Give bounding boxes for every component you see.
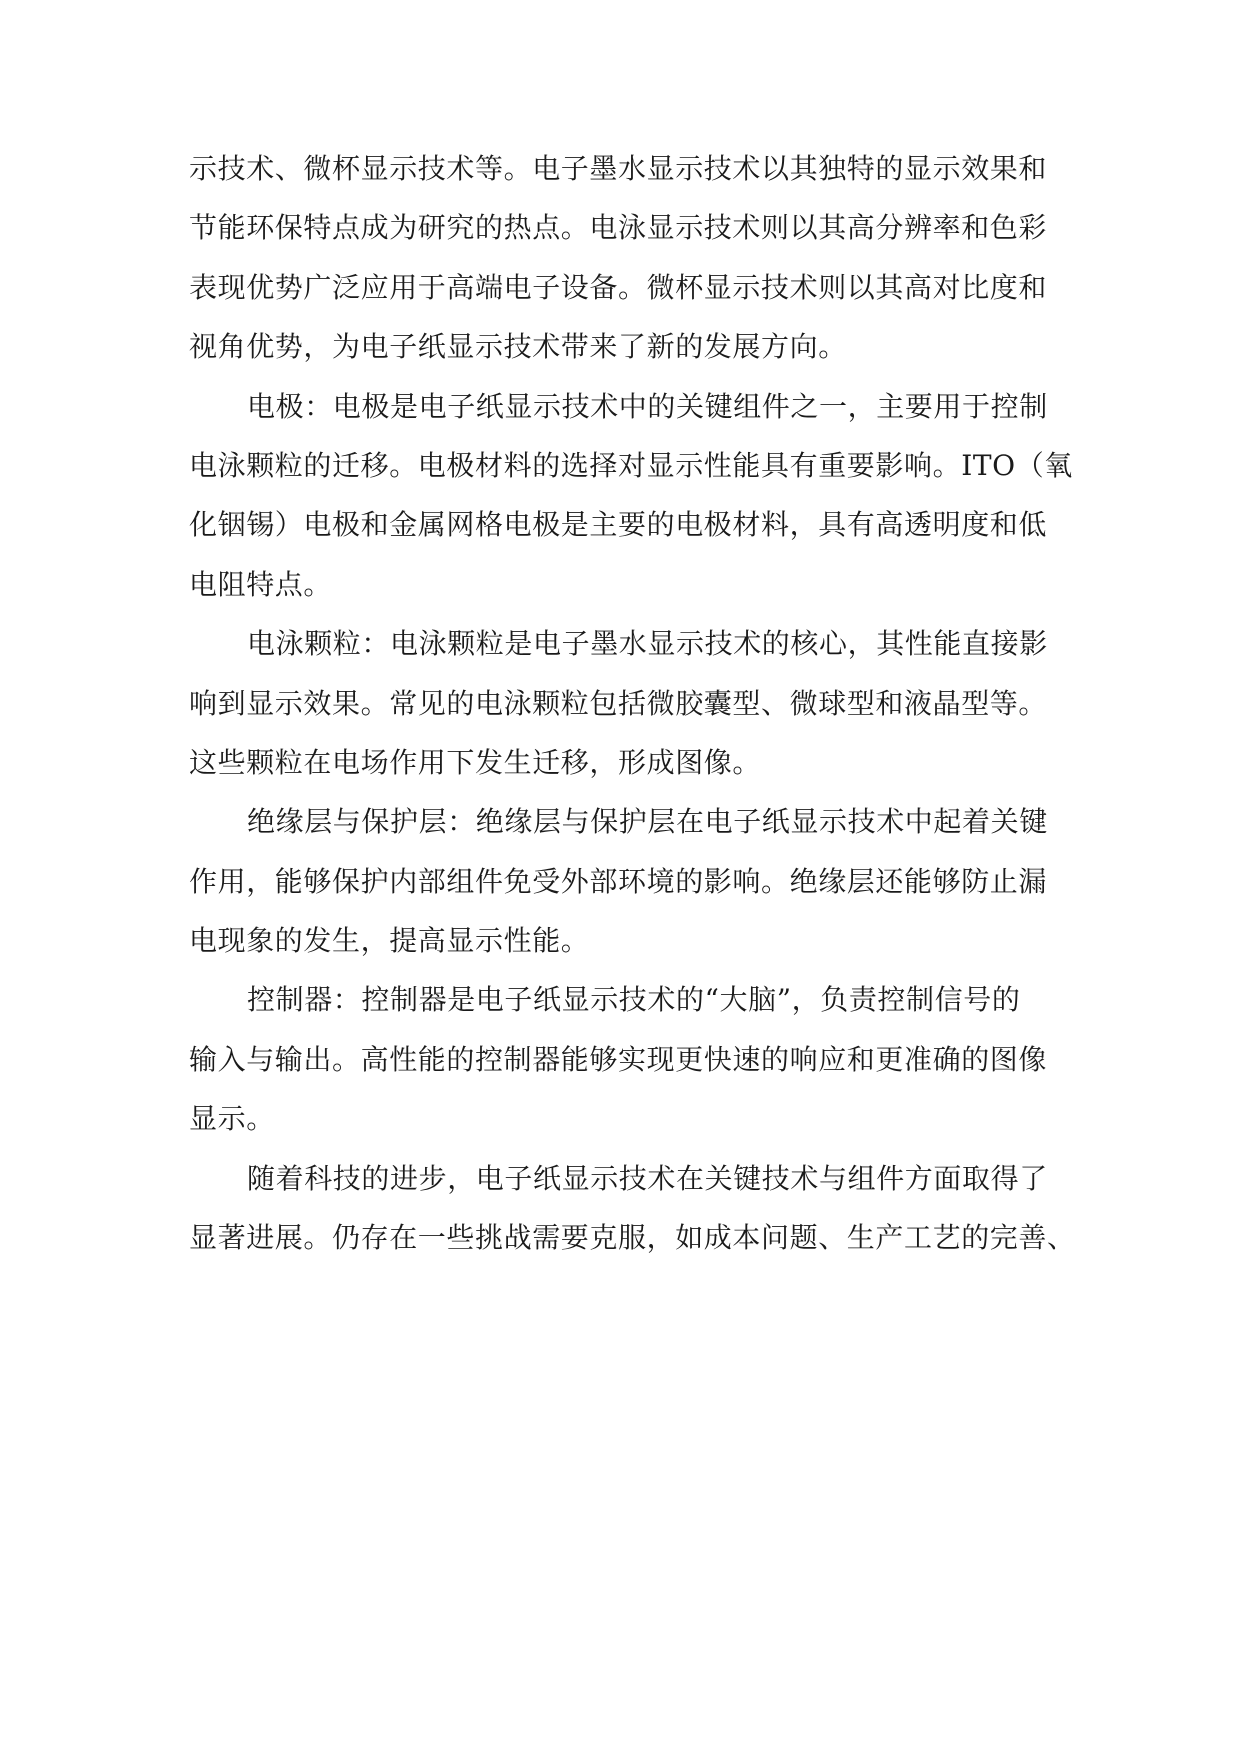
text-line: 这些颗粒在电场作用下发生迁移，形成图像。: [189, 745, 762, 779]
paragraph-display-technologies: [189, 139, 1057, 377]
text-line: 电极：电极是电子纸显示技术中的关键组件之一，主要用于控制: [247, 389, 1048, 423]
paragraph-insulation-protection-layers: [189, 792, 1057, 970]
document-body: [189, 139, 1076, 1267]
text-line: 作用，能够保护内部组件免受外部环境的影响。绝缘层还能够防止漏: [189, 864, 1048, 898]
text-line: 电泳颗粒：电泳颗粒是电子墨水显示技术的核心，其性能直接影: [247, 627, 1048, 661]
text-line: 视角优势，为电子纸显示技术带来了新的发展方向。: [189, 330, 847, 364]
text-line: 电阻特点。: [189, 567, 333, 601]
text-line: 显示。: [189, 1102, 275, 1136]
text-line: 绝缘层与保护层：绝缘层与保护层在电子纸显示技术中起着关键: [247, 805, 1048, 839]
text-line: 随着科技的进步，电子纸显示技术在关键技术与组件方面取得了: [247, 1161, 1048, 1195]
paragraph-electrophoretic-particles: [189, 614, 1057, 792]
text-line: 示技术、微杯显示技术等。电子墨水显示技术以其独特的显示效果和: [189, 152, 1048, 185]
text-line: 输入与输出。高性能的控制器能够实现更快速的响应和更准确的图像: [189, 1042, 1048, 1076]
text-line: 响到显示效果。常见的电泳颗粒包括微胶囊型、微球型和液晶型等。: [189, 686, 1048, 720]
text-line: 表现优势广泛应用于高端电子设备。微杯显示技术则以其高对比度和: [189, 270, 1048, 304]
paragraph-progress-challenges: [189, 1149, 1076, 1268]
text-line: 控制器：控制器是电子纸显示技术的“大脑”，负责控制信号的: [247, 983, 1021, 1017]
text-line: 电泳颗粒的迁移。电极材料的选择对显示性能具有重要影响。ITO（氧: [189, 448, 1073, 482]
text-line: 电现象的发生，提高显示性能。: [189, 924, 590, 958]
paragraph-electrode: [189, 377, 1073, 615]
text-line: 节能环保特点成为研究的热点。电泳显示技术则以其高分辨率和色彩: [189, 211, 1048, 245]
text-line: 显著进展。仍存在一些挑战需要克服，如成本问题、生产工艺的完善、: [189, 1221, 1076, 1255]
text-line: 化铟锡）电极和金属网格电极是主要的电极材料，具有高透明度和低: [189, 508, 1048, 542]
paragraph-controller: [189, 970, 1057, 1148]
